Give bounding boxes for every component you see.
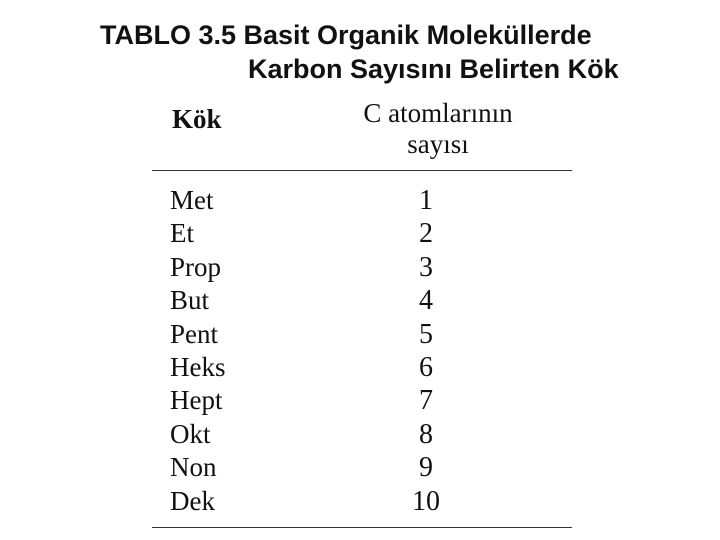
table-body: [152, 184, 572, 518]
table-row: [152, 485, 572, 518]
table-row: [152, 451, 572, 484]
table-row: [152, 284, 572, 317]
table-bottom-rule: [152, 527, 572, 528]
root-cell: But: [170, 285, 210, 316]
root-cell: Pent: [170, 318, 219, 349]
root-cell: Prop: [170, 251, 222, 282]
table-row: [152, 251, 572, 284]
root-cell: Non: [170, 452, 217, 483]
column-header-root: Kök: [172, 104, 222, 134]
table-row: [152, 351, 572, 384]
carbon-count-cell: 3: [419, 251, 433, 283]
table-row: [152, 217, 572, 250]
table-row: [152, 184, 572, 217]
table-row: [152, 418, 572, 451]
column-header-carbon-count: [338, 98, 538, 160]
carbon-count-cell: 7: [419, 385, 433, 417]
carbon-count-cell: 6: [419, 351, 433, 383]
table-row: [152, 318, 572, 351]
carbon-count-cell: 5: [419, 318, 433, 350]
carbon-count-cell: 10: [412, 485, 440, 517]
root-cell: Okt: [170, 418, 211, 449]
root-cell: Et: [170, 218, 194, 249]
carbon-root-table: [152, 96, 572, 531]
root-cell: Heks: [170, 351, 226, 382]
root-cell: Met: [170, 185, 214, 215]
column-header-carbon-count-line-2: sayısı: [407, 129, 469, 159]
carbon-count-cell: 4: [419, 285, 433, 317]
root-cell: Hept: [170, 385, 223, 416]
root-cell: Dek: [170, 485, 215, 516]
caption-line-2: Karbon Sayısını Belirten Kök: [248, 54, 619, 84]
carbon-count-cell: 2: [419, 218, 433, 250]
table-row: [152, 384, 572, 417]
caption-line-1: TABLO 3.5 Basit Organik Moleküllerde: [100, 20, 592, 50]
carbon-count-cell: 9: [419, 452, 433, 484]
column-header-carbon-count-line-1: C atomlarının: [363, 98, 513, 128]
carbon-count-cell: 1: [419, 185, 433, 216]
carbon-count-cell: 8: [419, 418, 433, 450]
header-divider: [152, 170, 572, 171]
